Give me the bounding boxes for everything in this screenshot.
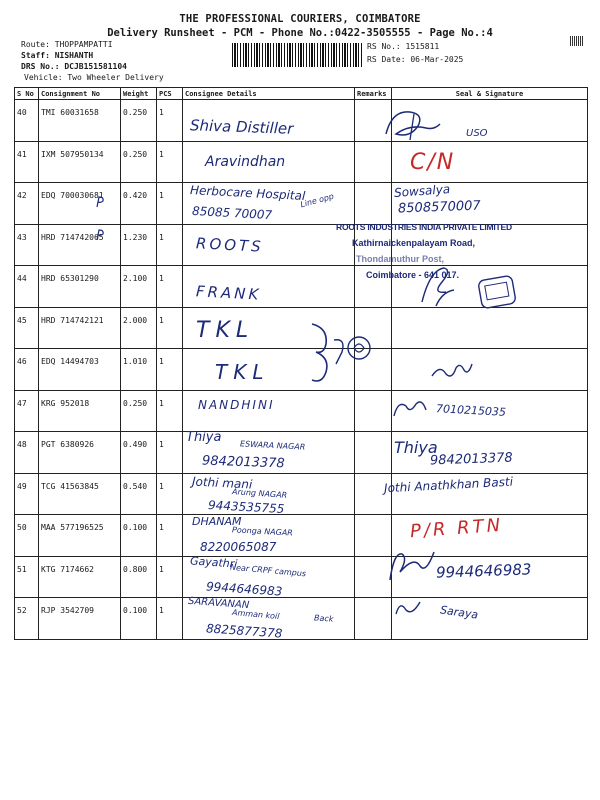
hw-sign-40-text: USO <box>466 128 488 139</box>
consignment-cell: HRD 65301290 <box>39 266 121 308</box>
pcs-cell: 1 <box>157 307 183 349</box>
sno-cell: 43 <box>15 224 39 266</box>
col-header: S No <box>15 88 39 100</box>
round-seal <box>474 270 520 316</box>
hw-consignee-45: TKL <box>196 318 255 343</box>
hw-consignee-51-name: Gayathri <box>189 554 238 571</box>
consignment-cell: KRG 952018 <box>39 390 121 432</box>
signature-44 <box>412 262 462 310</box>
hw-consignee-41: Aravindhan <box>205 154 286 170</box>
signature-52 <box>394 596 422 618</box>
drs-text: DRS No.: DCJB151581104 <box>21 62 127 71</box>
signature-47 <box>390 396 430 422</box>
hw-sign-42-name: Sowsalya <box>393 182 451 200</box>
sno-cell: 40 <box>15 100 39 142</box>
table-row <box>15 141 588 183</box>
pcs-cell: 1 <box>157 100 183 142</box>
hw-consignee-52-area: Amman koil <box>231 607 280 622</box>
hw-sign-48-phone: 9842013378 <box>429 450 513 469</box>
weight-cell: 2.000 <box>121 307 157 349</box>
weight-cell: 0.540 <box>121 473 157 515</box>
stamp-line-3: Thondamuthur Post, <box>356 254 444 264</box>
remarks-cell <box>355 598 392 640</box>
consignment-cell: PGT 6380926 <box>39 432 121 474</box>
pcs-cell: 1 <box>157 224 183 266</box>
signature-cell <box>392 349 588 391</box>
weight-cell: 1.230 <box>121 224 157 266</box>
table-row <box>15 100 588 142</box>
weight-cell: 2.100 <box>121 266 157 308</box>
consignment-cell: KTG 7174662 <box>39 556 121 598</box>
sno-cell: 52 <box>15 598 39 640</box>
sno-cell: 44 <box>15 266 39 308</box>
pcs-cell: 1 <box>157 349 183 391</box>
consignment-cell: TCG 41563845 <box>39 473 121 515</box>
signature-40 <box>380 104 450 144</box>
hw-consignee-48-area: ESWARA NAGAR <box>239 439 306 452</box>
signature-51 <box>384 546 438 586</box>
consignment-cell: EDQ 14494703 <box>39 349 121 391</box>
hw-sign-50: P/R RTN <box>409 514 504 543</box>
col-header: Seal & Signature <box>392 88 588 100</box>
hw-consignee-47: NANDHINI <box>198 398 275 412</box>
vehicle-text: Vehicle: Two Wheeler Delivery <box>24 73 164 82</box>
rs-no-text: RS No.: 1515811 <box>367 42 440 51</box>
hw-consignee-43: ROOTS <box>195 234 265 256</box>
table-row <box>15 349 588 391</box>
hw-consignee-50-phone: 8220065087 <box>200 540 277 554</box>
remarks-cell <box>355 432 392 474</box>
pcs-cell: 1 <box>157 556 183 598</box>
pcs-cell: 1 <box>157 390 183 432</box>
barcode <box>232 43 362 67</box>
hw-consignee-51-phone: 9944646983 <box>205 579 283 599</box>
hw-consignee-46: TKL <box>215 360 270 384</box>
pcs-cell: 1 <box>157 598 183 640</box>
hw-consignee-49-phone: 9443535755 <box>207 498 285 516</box>
hw-consignee-40: Shiva Distiller <box>189 116 294 138</box>
hw-consignee-42-phone: 85085 70007 <box>191 203 273 223</box>
hw-consignee-42-name: Herbocare Hospital <box>189 182 306 204</box>
hw-consignee-49-area: Arung NAGAR <box>231 487 288 500</box>
consignment-cell: RJP 3542709 <box>39 598 121 640</box>
route-text: Route: THOPPAMPATTI <box>21 40 113 49</box>
sno-cell: 41 <box>15 141 39 183</box>
consignment-cell: HRD 714742121 <box>39 307 121 349</box>
hw-consignee-48-name: Thiya <box>186 430 222 445</box>
pcs-cell: 1 <box>157 432 183 474</box>
stamp-line-2: Kathirnaickenpalayam Road, <box>352 238 476 248</box>
rs-date-text: RS Date: 06-Mar-2025 <box>367 55 464 64</box>
hw-consignee-49-name: Jothi mani <box>191 474 253 492</box>
hw-consignee-52-phone: 8825877378 <box>205 621 283 641</box>
hw-sign-42-phone: 8508570007 <box>397 198 481 217</box>
barcode-small <box>570 36 584 46</box>
stamp-line-1: ROOTS INDUSTRIES INDIA PRIVATE LIMITED <box>336 222 512 232</box>
hw-sign-47-phone: 7010215035 <box>435 402 507 419</box>
hw-consignee-44: FRANK <box>195 282 262 304</box>
sno-cell: 46 <box>15 349 39 391</box>
pcs-cell: 1 <box>157 266 183 308</box>
sno-cell: 45 <box>15 307 39 349</box>
sno-cell: 47 <box>15 390 39 432</box>
ink-mark <box>94 195 108 209</box>
staff-text: Staff: NISHANTH <box>21 51 94 60</box>
weight-cell: 0.100 <box>121 515 157 557</box>
hw-sign-41: C/N <box>410 150 456 175</box>
pcs-cell: 1 <box>157 141 183 183</box>
table-row <box>15 598 588 640</box>
consignment-cell: IXM 507950134 <box>39 141 121 183</box>
hw-consignee-52-name: SARAVANAN <box>187 595 250 612</box>
remarks-cell <box>355 141 392 183</box>
bracket-mark <box>306 318 376 388</box>
runsheet-table <box>14 87 588 640</box>
weight-cell: 0.250 <box>121 100 157 142</box>
pcs-cell: 1 <box>157 473 183 515</box>
col-header: Remarks <box>355 88 392 100</box>
col-header: Weight <box>121 88 157 100</box>
hw-consignee-50-area: Poonga NAGAR <box>231 525 294 538</box>
sno-cell: 51 <box>15 556 39 598</box>
hw-consignee-42-note: Line opp <box>299 191 335 210</box>
remarks-cell <box>355 390 392 432</box>
weight-cell: 0.490 <box>121 432 157 474</box>
consignment-cell: EDQ 700030681 <box>39 183 121 225</box>
col-header: Consignee Details <box>183 88 355 100</box>
hw-sign-52: Saraya <box>439 603 479 622</box>
sno-cell: 49 <box>15 473 39 515</box>
weight-cell: 0.250 <box>121 390 157 432</box>
weight-cell: 0.250 <box>121 141 157 183</box>
weight-cell: 1.010 <box>121 349 157 391</box>
weight-cell: 0.420 <box>121 183 157 225</box>
weight-cell: 0.800 <box>121 556 157 598</box>
hw-sign-51-phone: 9944646983 <box>435 560 532 582</box>
hw-consignee-50-name: DHANAM <box>192 515 242 528</box>
hw-sign-49: Jothi Anathkhan Basti <box>383 474 514 496</box>
hw-consignee-51-area: Near CRPF campus <box>229 562 307 579</box>
ink-mark <box>94 228 108 242</box>
hw-sign-48-name: Thiya <box>394 438 438 457</box>
consignment-cell: HRD 714742065 <box>39 224 121 266</box>
table-header-row <box>15 88 588 100</box>
pcs-cell: 1 <box>157 515 183 557</box>
sno-cell: 48 <box>15 432 39 474</box>
sno-cell: 42 <box>15 183 39 225</box>
signature-46 <box>430 358 474 382</box>
company-title: THE PROFESSIONAL COURIERS, COIMBATORE <box>179 13 421 25</box>
hw-consignee-48-phone: 9842013378 <box>201 453 285 472</box>
col-header: PCS <box>157 88 183 100</box>
sno-cell: 50 <box>15 515 39 557</box>
runsheet-subtitle: Delivery Runsheet - PCM - Phone No.:0422-3505555 - Page No.:4 <box>107 27 493 39</box>
stamp-line-4: Coimbatore - 641 017. <box>366 270 460 280</box>
col-header: Consignment No <box>39 88 121 100</box>
weight-cell: 0.100 <box>121 598 157 640</box>
consignment-cell: MAA 577196525 <box>39 515 121 557</box>
pcs-cell: 1 <box>157 183 183 225</box>
hw-consignee-52-back: Back <box>313 613 334 624</box>
consignment-cell: TMI 60031658 <box>39 100 121 142</box>
remarks-cell <box>355 183 392 225</box>
